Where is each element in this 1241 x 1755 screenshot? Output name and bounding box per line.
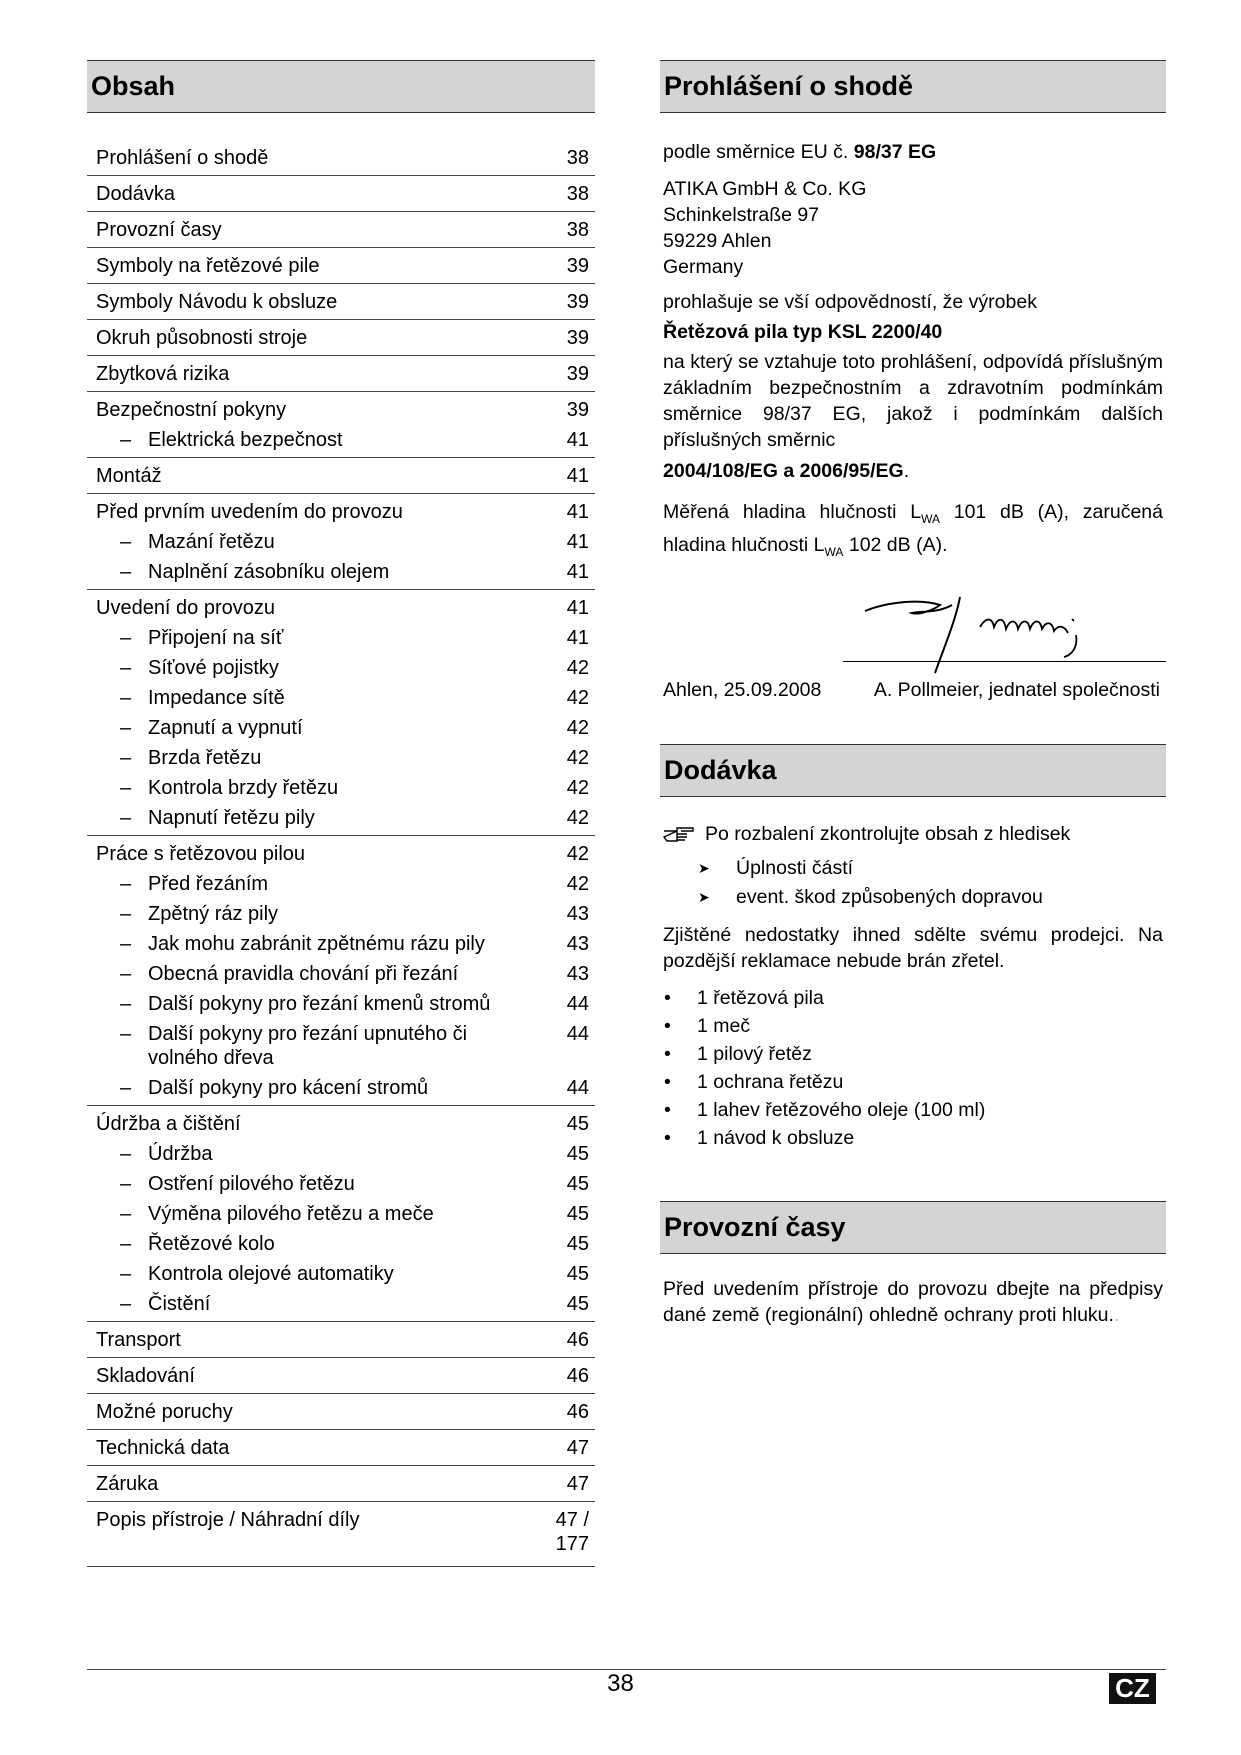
toc-group: [87, 1394, 595, 1430]
toc-subentry-text: Impedance sítě: [148, 687, 285, 709]
toc-entry[interactable]: [87, 362, 595, 386]
toc-subentry-page: 41: [566, 627, 589, 649]
toc-subentry-page: 45: [566, 1203, 589, 1225]
toc-entry-label: Okruh působnosti stroje: [96, 327, 308, 349]
toc-subentry-page: 41: [566, 429, 589, 451]
toc-entry-label: Uvedení do provozu: [96, 597, 276, 619]
delivery-item: 1 meč: [697, 1014, 751, 1037]
toc-subentry-label: [96, 992, 549, 1016]
declaration-statement: prohlašuje se vší odpovědností, že výrobek: [663, 291, 1037, 313]
language-badge: CZ: [1109, 1673, 1156, 1704]
dash-bullet-icon: –: [120, 627, 132, 649]
toc-entry-label: Před prvním uvedením do provozu: [96, 501, 403, 523]
toc-group: [87, 176, 595, 212]
dash-bullet-icon: –: [120, 1173, 132, 1195]
toc-entry-page: 38: [566, 183, 589, 205]
toc-subentry-page: 41: [566, 531, 589, 553]
toc-subentry-text: Čistění: [148, 1293, 211, 1315]
toc-subentry-text: Obecná pravidla chování při řezání: [148, 963, 459, 985]
toc-subentry-text: Naplnění zásobníku olejem: [148, 561, 390, 583]
toc-entry-label: Zbytková rizika: [96, 363, 230, 385]
toc-subentry-page: 42: [566, 657, 589, 679]
toc-entry-page: 47: [566, 1473, 589, 1495]
place-date: Ahlen, 25.09.2008: [663, 678, 822, 701]
list-item: [664, 984, 1166, 1012]
toc-entry-label: Transport: [96, 1329, 181, 1351]
page-number: 38: [607, 1670, 634, 1697]
toc-entry-label: Skladování: [96, 1365, 195, 1387]
toc-entry-label: Práce s řetězovou pilou: [96, 843, 306, 865]
signature-area: [660, 575, 1166, 675]
toc-subentry-text: Údržba: [148, 1143, 213, 1165]
toc-subentry-page: 44: [566, 1077, 589, 1099]
operating-times-heading: Provozní časy: [660, 1201, 1166, 1254]
toc-subentry-page: 45: [566, 1173, 589, 1195]
content-column: [660, 60, 1166, 1328]
toc-group: [87, 212, 595, 248]
signature-image: [660, 575, 1166, 675]
dash-bullet-icon: –: [120, 1077, 132, 1099]
toc-entry[interactable]: [87, 1508, 595, 1556]
dash-bullet-icon: –: [120, 429, 132, 451]
noise-subscript: WA: [824, 544, 844, 559]
toc-subentry[interactable]: [87, 626, 595, 650]
bullet-icon: •: [664, 986, 671, 1009]
delivery-item: 1 pilový řetěz: [697, 1042, 812, 1065]
toc-group: [87, 284, 595, 320]
toc-entry-label: Údržba a čištění: [96, 1113, 241, 1135]
toc-subentry-label: [96, 686, 549, 710]
toc-subentry-label: [96, 1076, 549, 1100]
toc-subentry-text: Ostření pilového řetězu: [148, 1173, 355, 1195]
toc-entry-label: Provozní časy: [96, 219, 222, 241]
toc-subentry-label: [96, 902, 549, 926]
delivery-item: 1 lahev řetězového oleje (100 ml): [697, 1098, 986, 1121]
toc-subentry-label: [96, 932, 549, 956]
toc-group: [87, 248, 595, 284]
pointing-hand-icon: [663, 824, 695, 844]
toc-subentry[interactable]: [87, 428, 595, 452]
toc-subentry[interactable]: [87, 1292, 595, 1316]
toc-entry[interactable]: [87, 146, 595, 170]
toc-entry-label: Možné poruchy: [96, 1401, 233, 1423]
dash-bullet-icon: –: [120, 963, 132, 985]
toc-subentry[interactable]: [87, 746, 595, 770]
toc-subentry-text: Jak mohu zabránit zpětnému rázu pily: [148, 933, 485, 955]
toc-entry[interactable]: [87, 182, 595, 206]
directives: 2004/108/EG a 2006/95/EG: [663, 460, 904, 482]
dash-bullet-icon: –: [120, 747, 132, 769]
toc-subentry-text: Zapnutí a vypnutí: [148, 717, 303, 739]
toc-entry-label: Montáž: [96, 465, 162, 487]
noise-subscript: WA: [921, 511, 940, 526]
toc-subentry[interactable]: [87, 1022, 595, 1070]
list-item: [664, 1068, 1166, 1096]
toc-subentry-page: 42: [566, 747, 589, 769]
toc-entry-page: 39: [566, 255, 589, 277]
toc-subentry-label: [96, 560, 549, 584]
delivery-check-list: [660, 854, 1166, 912]
toc-entry-label: Bezpečnostní pokyny: [96, 399, 287, 421]
toc-entry-label: Záruka: [96, 1473, 159, 1495]
signatory: A. Pollmeier, jednatel společnosti: [873, 678, 1160, 701]
directive-prefix: podle směrnice EU č.: [663, 141, 854, 163]
toc-subentry-page: 45: [566, 1263, 589, 1285]
toc-entry-page: 39: [566, 399, 589, 421]
list-item: [664, 1040, 1166, 1068]
toc-entry-page: 46: [566, 1329, 589, 1351]
toc-entry-label: Symboly Návodu k obsluze: [96, 291, 338, 313]
toc-entry[interactable]: [87, 1436, 595, 1460]
list-item: [664, 1096, 1166, 1124]
signature-line: [843, 661, 1166, 662]
directive-line: [660, 139, 1166, 166]
bullet-icon: •: [664, 1070, 671, 1093]
toc-entry-label: Technická data: [96, 1437, 230, 1459]
toc-subentry-label: [96, 1022, 549, 1070]
toc-subentry-text: Kontrola olejové automatiky: [148, 1263, 394, 1285]
toc-subentry[interactable]: [87, 716, 595, 740]
operating-trail: .: [1113, 1303, 1120, 1326]
toc-entry-page: 41: [566, 597, 589, 619]
toc-subentry[interactable]: [87, 806, 595, 830]
toc-entry-label: Popis přístroje / Náhradní díly: [96, 1509, 360, 1531]
delivery-intro-text: Po rozbalení zkontrolujte obsah z hledisek: [705, 822, 1071, 845]
toc-subentry-label: [96, 1292, 549, 1316]
dash-bullet-icon: –: [120, 1293, 132, 1315]
toc-entry[interactable]: [87, 1112, 595, 1136]
toc-subentry[interactable]: [87, 872, 595, 896]
toc-subentry[interactable]: [87, 1172, 595, 1196]
toc-entry-page: 46: [566, 1365, 589, 1387]
toc-entry-page: 46: [566, 1401, 589, 1423]
manufacturer-address: [660, 176, 1166, 280]
toc-subentry[interactable]: [87, 686, 595, 710]
toc-group: [87, 836, 595, 1106]
toc-subentry-label: [96, 1262, 549, 1286]
delivery-notice: Zjištěné nedostatky ihned sdělte svému prodejci. Na pozdější reklamace nebude brán zřetel.: [663, 923, 1163, 972]
toc-entry[interactable]: [87, 1328, 595, 1352]
dash-bullet-icon: –: [120, 777, 132, 799]
toc-subentry-text: Brzda řetězu: [148, 747, 262, 769]
toc-subentry-text: Zpětný ráz pily: [148, 903, 279, 925]
toc-entry-page: 41: [566, 465, 589, 487]
toc-subentry-label: [96, 806, 549, 830]
address-line: ATIKA GmbH & Co. KG: [663, 178, 867, 200]
dash-bullet-icon: –: [120, 561, 132, 583]
toc-subentry[interactable]: [87, 560, 595, 584]
address-line: 59229 Ahlen: [663, 230, 772, 252]
operating-text: Před uvedením přístroje do provozu dbejte na předpisy dané země (regionální) ohledně ochrany proti hluku.: [663, 1277, 1163, 1326]
directives-period: .: [903, 460, 910, 482]
check-item: Úplnosti částí: [736, 856, 854, 879]
address-line: Schinkelstraße 97: [663, 204, 820, 226]
product-name: Řetězová pila typ KSL 2200/40: [663, 321, 943, 343]
noise-text-2: 101 dB (A), zaručená hladina hlučnosti L: [663, 501, 1163, 556]
toc-subentry-page: 43: [566, 933, 589, 955]
toc-subentry-label: [96, 530, 549, 554]
toc-entry-page: 42: [566, 843, 589, 865]
toc-subentry-page: 42: [566, 777, 589, 799]
toc-subentry-label: [96, 1232, 549, 1256]
list-item: [698, 854, 1166, 883]
toc-subentry-text: Další pokyny pro řezání upnutého či volného dřeva: [148, 1023, 468, 1069]
toc-subentry-page: 42: [566, 873, 589, 895]
toc-subentry[interactable]: [87, 1262, 595, 1286]
toc-subentry-page: 42: [566, 717, 589, 739]
toc-group: [87, 320, 595, 356]
toc-subentry-label: [96, 872, 549, 896]
toc-entry[interactable]: [87, 464, 595, 488]
toc-group: [87, 356, 595, 392]
toc-entry-label: Symboly na řetězové pile: [96, 255, 320, 277]
toc-subentry-page: 44: [566, 993, 589, 1015]
signature-caption: [660, 679, 1166, 702]
bullet-icon: •: [664, 1042, 671, 1065]
directive-number: 98/37 EG: [853, 141, 937, 163]
toc-subentry-label: [96, 746, 549, 770]
toc-entry-page: 39: [566, 363, 589, 385]
toc-group: [87, 458, 595, 494]
operating-times-text: [660, 1276, 1166, 1328]
toc-entry-label: Prohlášení o shodě: [96, 147, 269, 169]
bullet-icon: •: [664, 1098, 671, 1121]
arrow-bullet-icon: ➤: [698, 859, 710, 876]
toc-heading: Obsah: [87, 60, 595, 113]
toc-subentry-text: Řetězové kolo: [148, 1233, 275, 1255]
toc-subentry[interactable]: [87, 1076, 595, 1100]
toc-subentry-label: [96, 776, 549, 800]
toc-subentry-label: [96, 1202, 549, 1226]
noise-level-text: [660, 499, 1166, 565]
toc-subentry[interactable]: [87, 932, 595, 956]
toc-entry-page: 47 / 177: [555, 1509, 589, 1555]
toc-entry[interactable]: [87, 290, 595, 314]
toc-subentry-text: Další pokyny pro řezání kmenů stromů: [148, 993, 491, 1015]
toc-entry[interactable]: [87, 500, 595, 524]
delivery-item: 1 návod k obsluze: [697, 1126, 855, 1149]
toc-subentry-text: Elektrická bezpečnost: [148, 429, 343, 451]
toc-subentry-label: [96, 656, 549, 680]
bullet-icon: •: [664, 1126, 671, 1149]
toc-entry[interactable]: [87, 326, 595, 350]
dash-bullet-icon: –: [120, 531, 132, 553]
arrow-bullet-icon: ➤: [698, 888, 710, 905]
toc-subentry[interactable]: [87, 1142, 595, 1166]
toc-group: [87, 1502, 595, 1567]
toc-entry[interactable]: [87, 1364, 595, 1388]
toc-group: [87, 392, 595, 458]
toc-subentry-text: Kontrola brzdy řetězu: [148, 777, 339, 799]
list-item: [698, 883, 1166, 912]
dash-bullet-icon: –: [120, 687, 132, 709]
toc-subentry-page: 45: [566, 1293, 589, 1315]
toc-subentry-page: 43: [566, 903, 589, 925]
toc-entry[interactable]: [87, 842, 595, 866]
delivery-item: 1 ochrana řetězu: [697, 1070, 844, 1093]
toc-subentry[interactable]: [87, 656, 595, 680]
toc-entry[interactable]: [87, 398, 595, 422]
toc-entry-label: Dodávka: [96, 183, 175, 205]
dash-bullet-icon: –: [120, 903, 132, 925]
toc-subentry-text: Síťové pojistky: [148, 657, 279, 679]
toc-subentry-label: [96, 1142, 549, 1166]
list-item: [664, 1012, 1166, 1040]
dash-bullet-icon: –: [120, 1263, 132, 1285]
conformity-text: na který se vztahuje toto prohlášení, odpovídá příslušným základním bezpečnostním a zdravotním podmínkám směrnice 98/37 EG, jakož i podmínkám dalších příslušných směrnic: [663, 351, 1163, 451]
toc-subentry-label: [96, 716, 549, 740]
toc-subentry[interactable]: [87, 902, 595, 926]
dash-bullet-icon: –: [120, 1203, 132, 1225]
address-line: Germany: [663, 256, 744, 278]
toc-subentry-page: 45: [566, 1233, 589, 1255]
toc-entry[interactable]: [87, 218, 595, 242]
toc-entry-page: 41: [566, 501, 589, 523]
dash-bullet-icon: –: [120, 657, 132, 679]
toc-subentry-text: Před řezáním: [148, 873, 269, 895]
toc-subentry-page: 42: [566, 807, 589, 829]
toc-entry[interactable]: [87, 596, 595, 620]
delivery-items: [660, 984, 1166, 1152]
dash-bullet-icon: –: [120, 993, 132, 1015]
delivery-heading: Dodávka: [660, 744, 1166, 797]
toc-group: [87, 140, 595, 176]
toc-group: [87, 590, 595, 836]
dash-bullet-icon: –: [120, 717, 132, 739]
directives-line: [660, 458, 1166, 485]
toc-group: [87, 1106, 595, 1322]
toc-subentry-page: 43: [566, 963, 589, 985]
toc-group: [87, 1430, 595, 1466]
toc-subentry-text: Výměna pilového řetězu a meče: [148, 1203, 434, 1225]
toc-entry-page: 38: [566, 147, 589, 169]
toc-column: [87, 60, 595, 1567]
toc-subentry-text: Napnutí řetězu pily: [148, 807, 315, 829]
dash-bullet-icon: –: [120, 1233, 132, 1255]
toc-group: [87, 494, 595, 590]
toc-entry[interactable]: [87, 1472, 595, 1496]
toc-subentry[interactable]: [87, 1202, 595, 1226]
noise-text-3: 102 dB (A).: [843, 533, 948, 556]
bullet-icon: •: [664, 1014, 671, 1037]
toc-group: [87, 1322, 595, 1358]
list-item: [664, 1124, 1166, 1152]
toc-subentry-page: 44: [566, 1023, 589, 1045]
toc-entry-page: 39: [566, 327, 589, 349]
dash-bullet-icon: –: [120, 807, 132, 829]
toc-entry-page: 39: [566, 291, 589, 313]
toc-subentry-page: 41: [566, 561, 589, 583]
noise-text-1: Měřená hladina hlučnosti L: [663, 501, 922, 523]
toc-group: [87, 1358, 595, 1394]
dash-bullet-icon: –: [120, 933, 132, 955]
delivery-item: 1 řetězová pila: [697, 986, 824, 1009]
toc-subentry-text: Mazání řetězu: [148, 531, 275, 553]
toc-group: [87, 1466, 595, 1502]
toc-subentry[interactable]: [87, 1232, 595, 1256]
toc-entry[interactable]: [87, 1400, 595, 1424]
declaration-heading: Prohlášení o shodě: [660, 60, 1166, 113]
toc-subentry[interactable]: [87, 776, 595, 800]
toc-subentry[interactable]: [87, 992, 595, 1016]
toc-subentry-label: [96, 428, 549, 452]
toc-subentry-label: [96, 626, 549, 650]
toc-subentry[interactable]: [87, 962, 595, 986]
toc-subentry[interactable]: [87, 530, 595, 554]
toc-entry-page: 38: [566, 219, 589, 241]
dash-bullet-icon: –: [120, 1023, 132, 1045]
delivery-intro: [660, 821, 1166, 848]
toc-subentry-page: 45: [566, 1143, 589, 1165]
toc-list: [87, 140, 595, 1567]
dash-bullet-icon: –: [120, 1143, 132, 1165]
toc-subentry-text: Další pokyny pro kácení stromů: [148, 1077, 429, 1099]
toc-entry[interactable]: [87, 254, 595, 278]
check-item: event. škod způsobených dopravou: [736, 885, 1043, 908]
toc-subentry-page: 42: [566, 687, 589, 709]
dash-bullet-icon: –: [120, 873, 132, 895]
toc-subentry-label: [96, 962, 549, 986]
toc-entry-page: 45: [566, 1113, 589, 1135]
toc-subentry-label: [96, 1172, 549, 1196]
toc-entry-page: 47: [566, 1437, 589, 1459]
toc-subentry-text: Připojení na síť: [148, 627, 284, 649]
